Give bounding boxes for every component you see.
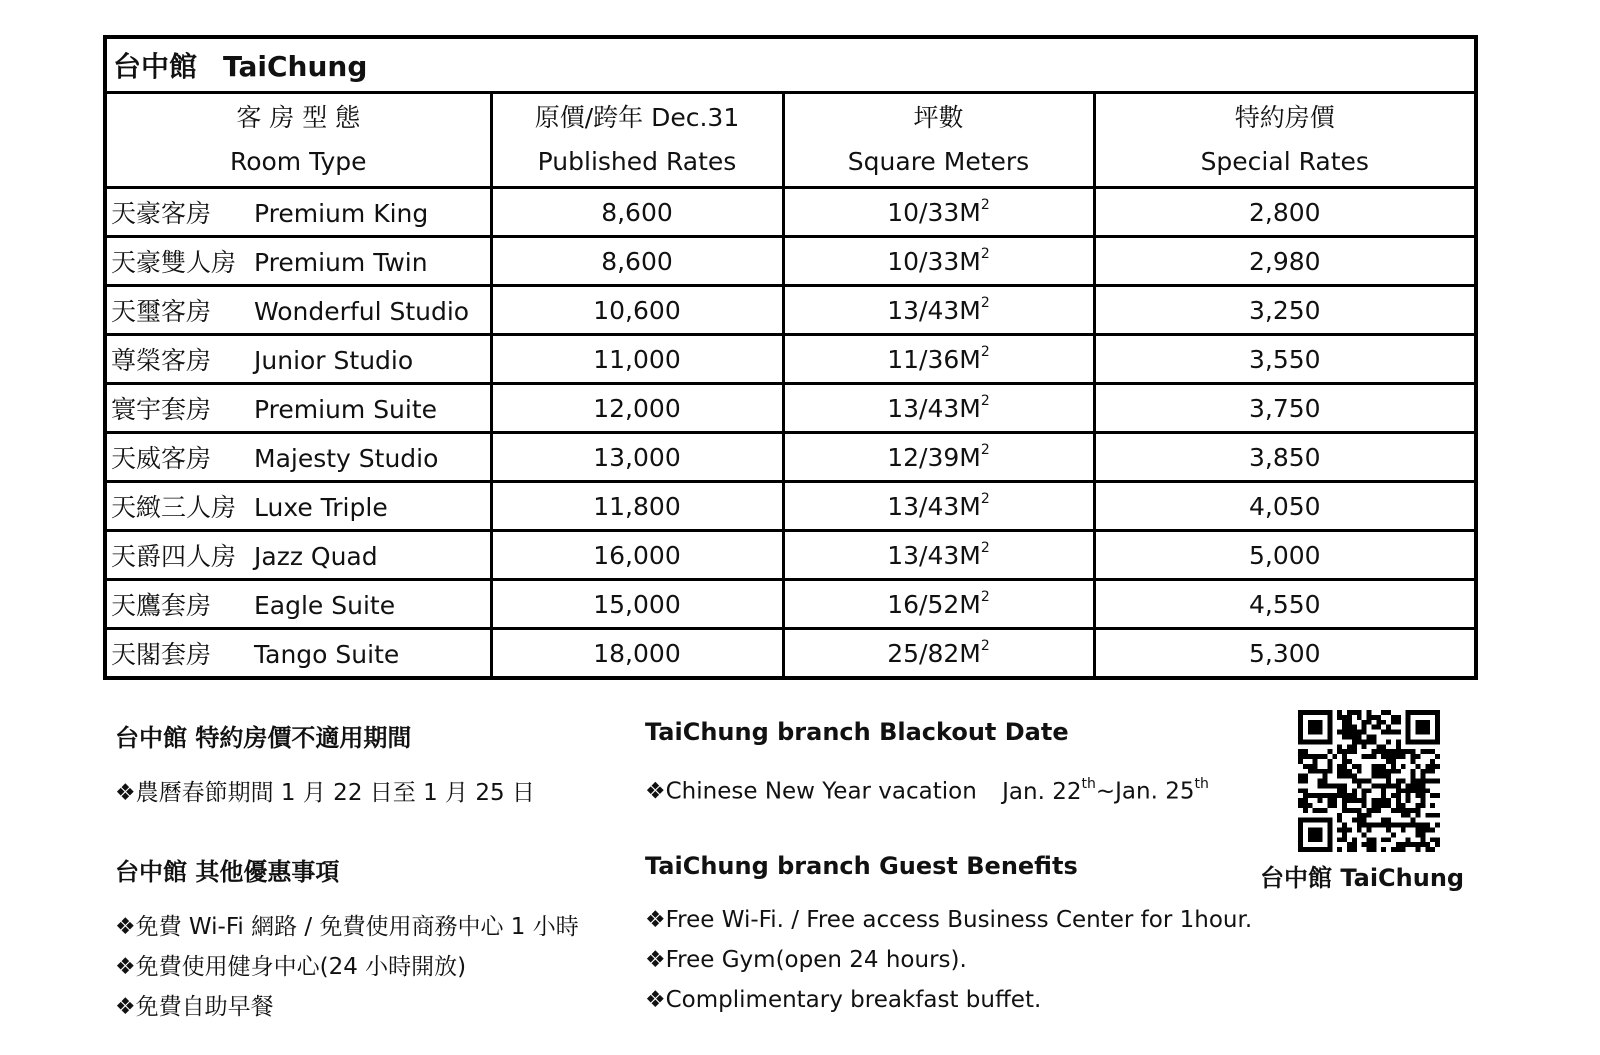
header-en: Published Rates — [537, 147, 737, 176]
special-rate-cell: 5,000 — [1094, 531, 1476, 580]
area-cell — [783, 335, 1094, 384]
room-name-zh: 天緻三人房 — [111, 493, 237, 522]
table-row — [105, 629, 1476, 679]
header-en: Special Rates — [1200, 147, 1369, 176]
table-row — [105, 237, 1476, 286]
room-name-en: Premium King — [254, 199, 429, 228]
area-unit-sup: 2 — [980, 442, 990, 459]
area-cell — [783, 237, 1094, 286]
area-unit-sup: 2 — [980, 589, 990, 606]
room-name-en: Luxe Triple — [254, 493, 388, 522]
header-special-rates — [1094, 93, 1476, 188]
room-name-zh: 天璽客房 — [111, 297, 212, 326]
room-type-cell — [105, 531, 491, 580]
area-unit-sup: 2 — [980, 344, 990, 361]
header-zh: 特約房價 — [1234, 103, 1335, 132]
area-value: 13/43 — [887, 491, 960, 521]
area-unit-sup: 2 — [980, 197, 990, 214]
benefits-zh-heading: 台中館 其他優惠事項 — [115, 858, 340, 886]
room-name-zh: 天威客房 — [111, 444, 212, 473]
special-rate-cell: 3,250 — [1094, 286, 1476, 335]
table-title — [105, 37, 1476, 93]
area-value: 13/43 — [887, 540, 960, 570]
room-type-cell — [105, 286, 491, 335]
area-unit-sup: 2 — [980, 491, 990, 508]
room-name-en: Jazz Quad — [254, 542, 378, 571]
area-unit-sup: 2 — [980, 393, 990, 410]
special-rate-cell: 3,750 — [1094, 384, 1476, 433]
blackout-zh-heading: 台中館 特約房價不適用期間 — [115, 724, 412, 752]
room-type-cell — [105, 580, 491, 629]
area-cell — [783, 188, 1094, 237]
benefits-en-heading: TaiChung branch Guest Benefits — [645, 852, 1078, 880]
area-unit: M — [959, 589, 981, 619]
area-value: 10/33 — [887, 246, 960, 276]
area-unit: M — [959, 540, 981, 570]
benefits-en-line: ❖Free Gym(open 24 hours). — [645, 947, 967, 973]
title-en: TaiChung — [223, 50, 368, 83]
area-cell — [783, 482, 1094, 531]
header-en: Square Meters — [847, 147, 1030, 176]
area-value: 12/39 — [887, 442, 960, 472]
benefits-zh-line: ❖免費 Wi-Fi 網路 / 免費使用商務中心 1 小時 — [115, 914, 579, 940]
table-title-row — [105, 37, 1476, 93]
table-row — [105, 286, 1476, 335]
room-name-zh: 天閣套房 — [111, 640, 212, 669]
room-name-zh: 尊榮客房 — [111, 346, 212, 375]
benefits-zh-section — [115, 852, 579, 1027]
room-type-cell — [105, 482, 491, 531]
special-rate-cell: 4,550 — [1094, 580, 1476, 629]
area-cell — [783, 384, 1094, 433]
area-unit: M — [959, 295, 981, 325]
published-rate-cell: 13,000 — [491, 433, 783, 482]
table-row — [105, 433, 1476, 482]
published-rate-cell: 15,000 — [491, 580, 783, 629]
area-value: 13/43 — [887, 393, 960, 423]
special-rate-cell: 5,300 — [1094, 629, 1476, 679]
area-value: 11/36 — [887, 344, 960, 374]
blackout-en-section — [645, 718, 1209, 806]
room-name-zh: 天爵四人房 — [111, 542, 237, 571]
blackout-en-heading: TaiChung branch Blackout Date — [645, 718, 1069, 746]
area-value: 10/33 — [887, 197, 960, 227]
area-unit-sup: 2 — [980, 638, 990, 655]
room-name-zh: 寰宇套房 — [111, 395, 212, 424]
blackout-date-start: Jan. 22 — [1002, 778, 1082, 805]
blackout-en-prefix: ❖Chinese New Year vacation — [645, 778, 977, 805]
room-name-en: Premium Suite — [254, 395, 438, 424]
title-zh: 台中館 — [113, 50, 198, 83]
area-value: 13/43 — [887, 295, 960, 325]
published-rate-cell: 12,000 — [491, 384, 783, 433]
published-rate-cell: 18,000 — [491, 629, 783, 679]
header-published-rates — [491, 93, 783, 188]
header-zh: 客 房 型 態 — [236, 103, 361, 132]
blackout-zh-line: ❖農曆春節期間 1 月 22 日至 1 月 25 日 — [115, 780, 535, 806]
published-rate-cell: 8,600 — [491, 237, 783, 286]
benefits-en-line: ❖Free Wi-Fi. / Free access Business Center for 1hour. — [645, 907, 1253, 933]
header-square-meters — [783, 93, 1094, 188]
area-cell — [783, 433, 1094, 482]
table-row — [105, 580, 1476, 629]
area-value: 16/52 — [887, 589, 960, 619]
published-rate-cell: 11,800 — [491, 482, 783, 531]
area-unit-sup: 2 — [980, 540, 990, 557]
blackout-en-line — [645, 766, 1209, 806]
area-unit: M — [959, 393, 981, 423]
table-row — [105, 188, 1476, 237]
room-name-en: Junior Studio — [254, 346, 414, 375]
room-name-en: Premium Twin — [254, 248, 428, 277]
header-row — [105, 93, 1476, 188]
room-name-zh: 天豪客房 — [111, 199, 212, 228]
area-unit-sup: 2 — [980, 246, 990, 263]
date-separator: ~ — [1095, 778, 1116, 805]
qr-code-icon — [1298, 710, 1440, 852]
room-type-cell — [105, 335, 491, 384]
blackout-zh-section — [115, 718, 535, 813]
room-type-cell — [105, 384, 491, 433]
benefits-en-line: ❖Complimentary breakfast buffet. — [645, 987, 1042, 1013]
room-name-zh: 天鷹套房 — [111, 591, 212, 620]
header-zh: 原價/跨年 Dec.31 — [534, 103, 740, 132]
room-name-en: Eagle Suite — [254, 591, 396, 620]
benefits-zh-line: ❖免費使用健身中心(24 小時開放) — [115, 954, 467, 980]
area-value: 25/82 — [887, 638, 960, 668]
published-rate-cell: 10,600 — [491, 286, 783, 335]
date-start-sup: th — [1081, 776, 1096, 792]
area-unit: M — [959, 491, 981, 521]
published-rate-cell: 11,000 — [491, 335, 783, 384]
area-unit: M — [959, 638, 981, 668]
room-name-zh: 天豪雙人房 — [111, 248, 237, 277]
date-end-sup: th — [1194, 776, 1209, 792]
special-rate-cell: 3,550 — [1094, 335, 1476, 384]
header-zh: 坪數 — [913, 103, 964, 132]
published-rate-cell: 16,000 — [491, 531, 783, 580]
special-rate-cell: 3,850 — [1094, 433, 1476, 482]
table-row — [105, 384, 1476, 433]
area-unit: M — [959, 442, 981, 472]
table-row — [105, 531, 1476, 580]
blackout-date-end: Jan. 25 — [1115, 778, 1195, 805]
area-unit-sup: 2 — [980, 295, 990, 312]
area-unit: M — [959, 344, 981, 374]
area-cell — [783, 531, 1094, 580]
special-rate-cell: 4,050 — [1094, 482, 1476, 531]
room-type-cell — [105, 188, 491, 237]
special-rate-cell: 2,980 — [1094, 237, 1476, 286]
area-cell — [783, 629, 1094, 679]
area-cell — [783, 580, 1094, 629]
table-body — [105, 188, 1476, 679]
room-type-cell — [105, 237, 491, 286]
qr-caption[interactable]: 台中館 TaiChung — [1260, 864, 1465, 892]
room-type-cell — [105, 433, 491, 482]
header-room-type — [105, 93, 491, 188]
area-unit: M — [959, 197, 981, 227]
room-type-cell — [105, 629, 491, 679]
area-unit: M — [959, 246, 981, 276]
room-name-en: Wonderful Studio — [254, 297, 470, 326]
benefits-zh-line: ❖免費自助早餐 — [115, 994, 274, 1020]
special-rate-cell: 2,800 — [1094, 188, 1476, 237]
benefits-en-section — [645, 852, 1252, 1020]
room-rate-table — [103, 35, 1478, 680]
area-cell — [783, 286, 1094, 335]
table-row — [105, 482, 1476, 531]
table-row — [105, 335, 1476, 384]
room-name-en: Tango Suite — [254, 640, 400, 669]
room-name-en: Majesty Studio — [254, 444, 439, 473]
header-en: Room Type — [229, 147, 367, 176]
published-rate-cell: 8,600 — [491, 188, 783, 237]
